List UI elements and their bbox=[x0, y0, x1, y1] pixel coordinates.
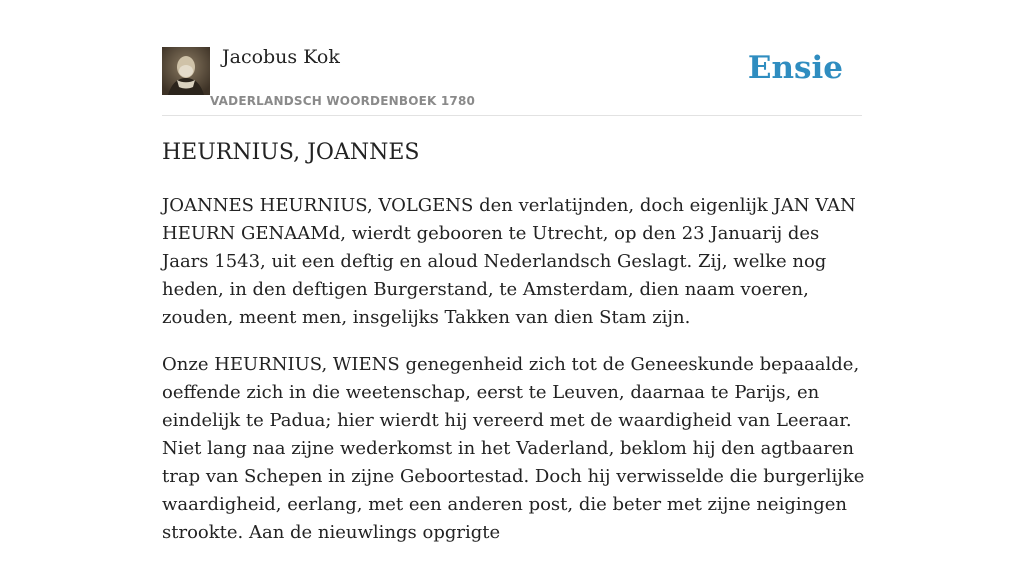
source-label[interactable]: VADERLANDSCH WOORDENBOEK 1780 bbox=[210, 94, 476, 108]
article-header bbox=[162, 44, 862, 116]
author-avatar[interactable] bbox=[162, 47, 210, 95]
article-paragraph: JOANNES HEURNIUS, VOLGENS den verlatijnden, doch eigenlijk JAN VAN HEURN GENAAMd, wierdt gebooren te Utrecht, op den 23 Januarij des Jaars 1543, uit een deftig en aloud Nederlandsch Geslagt. Zij, welke nog heden, in den deftigen Burgerstand, te Amsterdam, dien naam voeren, zouden, meent men, insgelijks Takken van dien Stam zijn. bbox=[162, 195, 856, 328]
ensie-logo[interactable]: Ensie bbox=[747, 50, 843, 86]
article-paragraph: Onze HEURNIUS, WIENS genegenheid zich tot de Geneeskunde bepaaalde, oeffende zich in die weetenschap, eerst te Leuven, daarnaa te Parijs, en eindelijk te Padua; hier wierdt hij vereerd met de waardigheid van Leeraar. Niet lang naa zijne wederkomst in het Vaderland, beklom hij den agtbaaren trap van Schepen in zijne Geboortestad. Doch hij verwisselde die burgerlijke waardigheid, eerlang, met een anderen post, die beter met zijne neigingen strookte. Aan de nieuwlings opgrigte bbox=[162, 354, 865, 543]
author-name[interactable]: Jacobus Kok bbox=[222, 46, 340, 68]
portrait-icon bbox=[162, 47, 210, 95]
article-body bbox=[162, 192, 866, 566]
article-title: HEURNIUS, JOANNES bbox=[162, 140, 420, 165]
